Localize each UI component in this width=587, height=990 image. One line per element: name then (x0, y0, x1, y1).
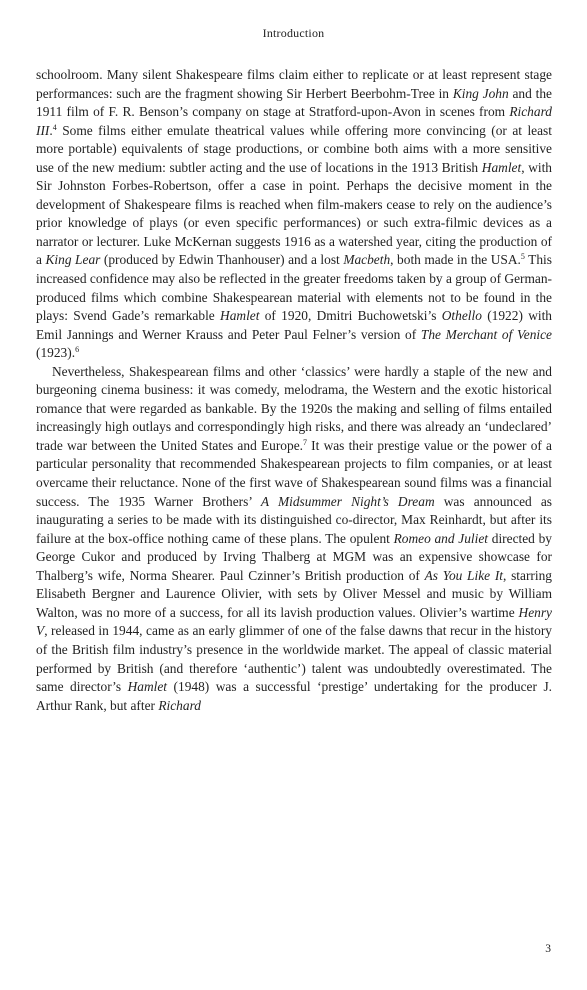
text-run: , both made in the USA. (390, 252, 521, 268)
text-run: , with Sir Johnston Forbes-Robertson, offer a case in point. Perhaps the decisive moment in the development of Shakespeare films is reached when film-makers cease to rely on the audience’s prior knowledge of plays (or even specific performances) or such extra-filmic devices as a narrator or lecturer. Luke McKernan suggests 1916 as a watershed year, citing the production of a (36, 159, 552, 268)
footnote-ref: 4 (52, 122, 57, 132)
text-run: and the 1911 film of F. R. Benson’s company on stage at Stratford-upon-Avon in scenes from (36, 85, 552, 120)
text-run: (1948) was a successful ‘prestige’ undertaking for the producer J. Arthur Rank, but after (36, 679, 552, 713)
text-run: , released in 1944, came as an early glimmer of one of the false dawns that recur in the history of the British film industry’s presence in the worldwide market. The appeal of classic material performed by British (and therefore ‘authentic’) talent was undoubtedly overestimated. The same director’s (36, 623, 552, 695)
paragraph-2 (36, 363, 552, 715)
text-run: Some films either emulate theatrical values while offering more convincing (or at least more portable) equivalents of stage productions, or combine both aims with a more sensitive use of the new medium: subtler acting and the use of locations in the 1913 British (36, 122, 552, 175)
italic-title: Henry V (36, 604, 552, 639)
text-run: (1923). (36, 345, 76, 361)
text-run: This increased confidence may also be reflected in the greater freedoms taken by a group of German-produced films which combine Shakespearean material with elements not to be found in the plays: Svend Gade’s remarkable (36, 252, 552, 324)
text-run: (1922) with Emil Jannings and Werner Krauss and Peter Paul Felner’s version of (36, 308, 553, 342)
italic-title: Othello (441, 308, 482, 324)
italic-title: Hamlet (220, 308, 260, 324)
italic-title: King John (452, 85, 509, 101)
text-run: schoolroom. Many silent Shakespeare films claim either to replicate or at least represent stage performances: such are the fragment showing Sir Herbert Beerbohm-Tree in (36, 67, 552, 101)
italic-title: The Merchant of Venice (420, 326, 552, 342)
text-run: Nevertheless, Shakespearean films and other ‘classics’ were hardly a staple of the new and burgeoning cinema business: it was comedy, melodrama, the Western and the exotic historical romance that were regarded as bankable. By the 1920s the making and selling of films entailed increasingly high outlays and correspondingly high risks, and there was already an ‘undeclared’ trade war between the United States and Europe. (36, 363, 552, 453)
text-run: (produced by Edwin Thanhouser) and a lost (100, 252, 344, 268)
italic-title: Hamlet (481, 159, 522, 175)
text-run: was announced as inaugurating a series to be made with its distinguished co-director, Max Reinhardt, but after its failure at the box-office nothing came of these plans. The opulent (36, 493, 552, 546)
footnote-ref: 7 (302, 437, 307, 447)
page-number: 3 (545, 943, 551, 955)
italic-title: A Midsummer Night’s Dream (260, 493, 435, 509)
paragraph-1 (36, 66, 552, 363)
text-run: of 1920, Dmitri Buchowetski’s (259, 308, 442, 324)
italic-title: Richard III (36, 104, 552, 138)
text-run: , starring Elisabeth Bergner and Laurence Olivier, with sets by Oliver Messel and music by William Walton, was no more of a success, for all its lavish production values. Olivier’s wartime (36, 567, 552, 620)
text-run: . (49, 122, 53, 138)
body-text (36, 66, 552, 715)
italic-title: Richard (158, 697, 201, 713)
italic-title: Romeo and Juliet (393, 530, 489, 546)
running-head: Introduction (262, 26, 325, 40)
italic-title: Hamlet (127, 679, 168, 695)
italic-title: King Lear (45, 252, 101, 268)
text-run: It was their prestige value or the power of a particular personality that recommended Shakespearean projects to film companies, or at least overcame their reluctance. None of the first wave of Shakespearean sound films was a financial success. The 1935 Warner Brothers’ (36, 437, 552, 509)
footnote-ref: 6 (75, 345, 80, 355)
text-run: directed by George Cukor and produced by Irving Thalberg at MGM was an expensive showcase for Thalberg’s wife, Norma Shearer. Paul Czinner’s British production of (36, 530, 552, 583)
footnote-ref: 5 (520, 252, 525, 262)
italic-title: Macbeth (343, 252, 391, 268)
italic-title: As You Like It (424, 567, 504, 583)
